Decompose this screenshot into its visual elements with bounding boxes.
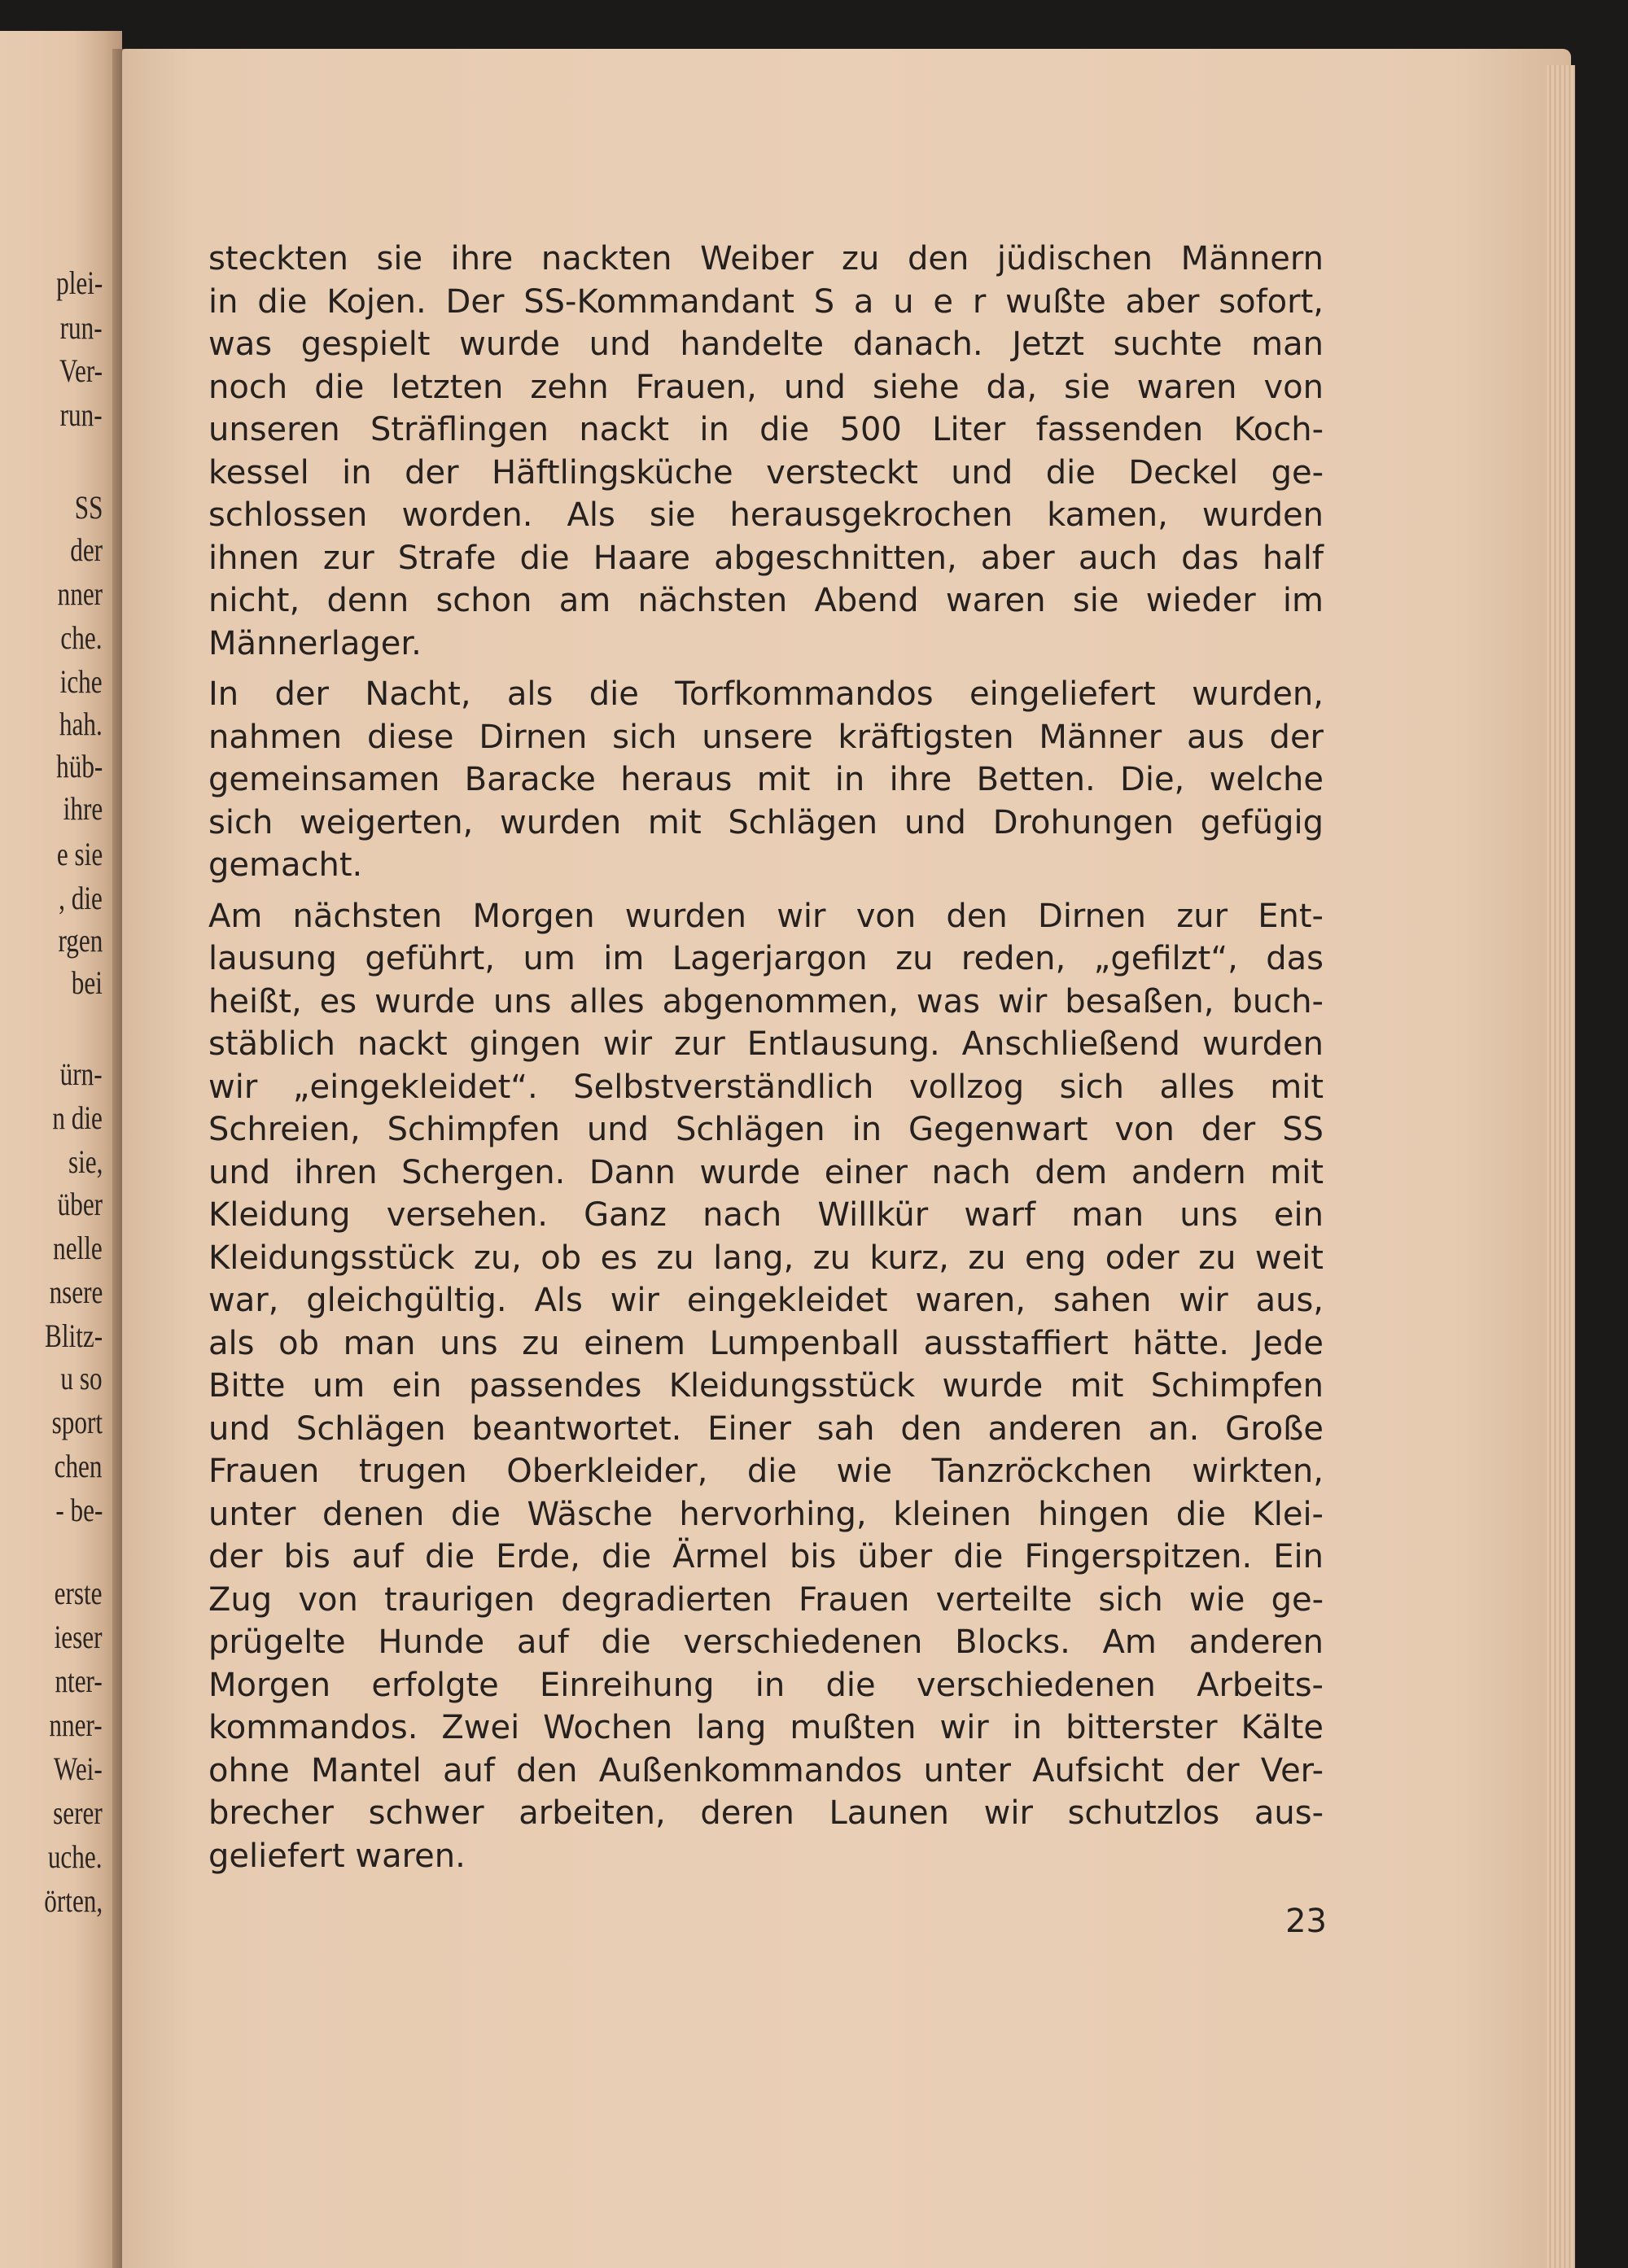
- previous-page-fragment: nter-: [55, 1663, 103, 1699]
- previous-page-fragment: ieser: [55, 1619, 103, 1655]
- previous-page-fragment: Ver-: [59, 352, 103, 389]
- text-line: noch die letzten zehn Frauen, und siehe da, sie waren von: [208, 368, 1324, 406]
- previous-page-fragment: hah.: [59, 706, 103, 742]
- previous-page-fragment: chen: [55, 1448, 103, 1484]
- text-line: in die Kojen. Der SS-Kommandant S a u e r wußte aber sofort,: [208, 282, 1324, 321]
- previous-page-fragment: nelle: [53, 1230, 103, 1266]
- paragraph-gap: [208, 887, 1324, 895]
- text-line: steckten sie ihre nackten Weiber zu den jüdischen Männern: [208, 240, 1324, 277]
- previous-page-text-fragments: [0, 31, 114, 2268]
- previous-page-fragment: nner-: [49, 1706, 103, 1743]
- text-line: heißt, es wurde uns alles abgenommen, was wir besaßen, buch-: [208, 982, 1324, 1020]
- previous-page-edge: [0, 31, 122, 2268]
- previous-page-fragment: erste: [55, 1575, 103, 1611]
- text-line: Bitte um ein passendes Kleidungsstück wurde mit Schimpfen: [208, 1367, 1324, 1405]
- text-line: und Schlägen beantwortet. Einer sah den anderen an. Große: [208, 1409, 1324, 1448]
- previous-page-fragment: Blitz-: [44, 1318, 103, 1354]
- previous-page-fragment: plei-: [55, 264, 103, 301]
- previous-page-fragment: sie,: [68, 1143, 103, 1180]
- text-line: gemeinsamen Baracke heraus mit in ihre Betten. Die, welche: [208, 761, 1324, 798]
- previous-page-fragment: u so: [60, 1360, 103, 1396]
- text-line: Morgen erfolgte Einreihung in die verschiedenen Arbeits-: [208, 1666, 1324, 1704]
- previous-page-fragment: che.: [60, 619, 103, 656]
- previous-page-fragment: über: [57, 1186, 103, 1222]
- text-line: geliefert waren.: [208, 1837, 466, 1875]
- text-line: unter denen die Wäsche hervorhing, kleinen hingen die Klei-: [208, 1495, 1324, 1533]
- previous-page-fragment: - be-: [55, 1492, 103, 1528]
- text-line: was gespielt wurde und handelte danach. Jetzt suchte man: [208, 326, 1324, 363]
- previous-page-fragment: ürn-: [60, 1055, 103, 1092]
- previous-page-fragment: bei: [71, 964, 103, 1001]
- text-line: Schreien, Schimpfen und Schlägen in Gegenwart von der SS: [208, 1111, 1324, 1148]
- previous-page-fragment: sport: [51, 1404, 103, 1440]
- text-line: Kleidungsstück zu, ob es zu lang, zu kurz, zu eng oder zu weit: [208, 1239, 1324, 1277]
- previous-page-fragment: run-: [60, 309, 103, 346]
- text-line: ohne Mantel auf den Außenkommandos unter Aufsicht der Ver-: [208, 1751, 1324, 1789]
- text-line: brecher schwer arbeiten, deren Launen wir schutzlos aus-: [208, 1794, 1324, 1832]
- previous-page-fragment: n die: [52, 1099, 103, 1136]
- text-line: schlossen worden. Als sie herausgekrochen kamen, wurden: [208, 496, 1324, 534]
- previous-page-fragment: uche.: [48, 1838, 103, 1875]
- text-line: Zug von traurigen degradierten Frauen verteilte sich wie ge-: [208, 1580, 1324, 1619]
- text-line: der bis auf die Erde, die Ärmel bis über die Fingerspitzen. Ein: [208, 1538, 1324, 1575]
- text-line: unseren Sträflingen nackt in die 500 Liter fassenden Koch-: [208, 411, 1324, 448]
- text-line: kommandos. Zwei Wochen lang mußten wir in bitterster Kälte: [208, 1709, 1324, 1746]
- previous-page-fragment: Wei-: [54, 1750, 103, 1787]
- text-line: gemacht.: [208, 846, 363, 884]
- previous-page-fragment: nsere: [49, 1274, 103, 1310]
- paragraph: [208, 895, 1324, 1878]
- paragraph: [208, 673, 1324, 887]
- text-line: als ob man uns zu einem Lumpenball ausstaffiert hätte. Jede: [208, 1324, 1324, 1362]
- text-line: ihnen zur Strafe die Haare abgeschnitten, aber auch das half: [208, 539, 1324, 577]
- text-line: nahmen diese Dirnen sich unsere kräftigsten Männer aus der: [208, 718, 1324, 756]
- text-line: wir „eingekleidet“. Selbstverständlich vollzog sich alles mit: [208, 1068, 1324, 1106]
- previous-page-fragment: hüb-: [55, 748, 103, 784]
- text-line: lausung geführt, um im Lagerjargon zu reden, „gefilzt“, das: [208, 940, 1324, 977]
- text-line: Am nächsten Morgen wurden wir von den Dirnen zur Ent-: [208, 897, 1324, 935]
- text-line: sich weigerten, wurden mit Schlägen und Drohungen gefügig: [208, 803, 1324, 841]
- body-text: [208, 238, 1324, 1877]
- previous-page-fragment: , die: [59, 880, 103, 916]
- previous-page-fragment: der: [70, 531, 103, 568]
- text-line: nicht, denn schon am nächsten Abend waren sie wieder im: [208, 582, 1324, 619]
- previous-page-fragment: ihre: [63, 790, 103, 827]
- text-line: Frauen trugen Oberkleider, die wie Tanzröckchen wirkten,: [208, 1453, 1324, 1490]
- paragraph: [208, 238, 1324, 665]
- text-line: In der Nacht, als die Torfkommandos eingeliefert wurden,: [208, 675, 1324, 713]
- text-line: prügelte Hunde auf die verschiedenen Blocks. Am anderen: [208, 1623, 1324, 1661]
- previous-page-fragment: örten,: [44, 1882, 103, 1919]
- previous-page-fragment: SS: [74, 489, 103, 526]
- text-line: kessel in der Häftlingsküche versteckt und die Deckel ge-: [208, 453, 1324, 492]
- text-line: und ihren Schergen. Dann wurde einer nach dem andern mit: [208, 1153, 1324, 1191]
- text-line: Kleidung versehen. Ganz nach Willkür warf man uns ein: [208, 1196, 1324, 1234]
- paragraph-gap: [208, 665, 1324, 673]
- previous-page-fragment: serer: [53, 1794, 103, 1831]
- previous-page-fragment: iche: [60, 663, 103, 700]
- previous-page-fragment: e sie: [56, 836, 103, 872]
- page-stack-edge: [1547, 65, 1575, 2268]
- previous-page-fragment: rgen: [58, 922, 103, 959]
- page-number: 23: [1285, 1903, 1327, 1940]
- text-line: Männerlager.: [208, 624, 422, 662]
- text-line: war, gleichgültig. Als wir eingekleidet waren, sahen wir aus,: [208, 1282, 1324, 1319]
- text-line: stäblich nackt gingen wir zur Entlausung. Anschließend wurden: [208, 1025, 1324, 1063]
- previous-page-fragment: nner: [57, 575, 103, 612]
- previous-page-fragment: run-: [60, 396, 103, 433]
